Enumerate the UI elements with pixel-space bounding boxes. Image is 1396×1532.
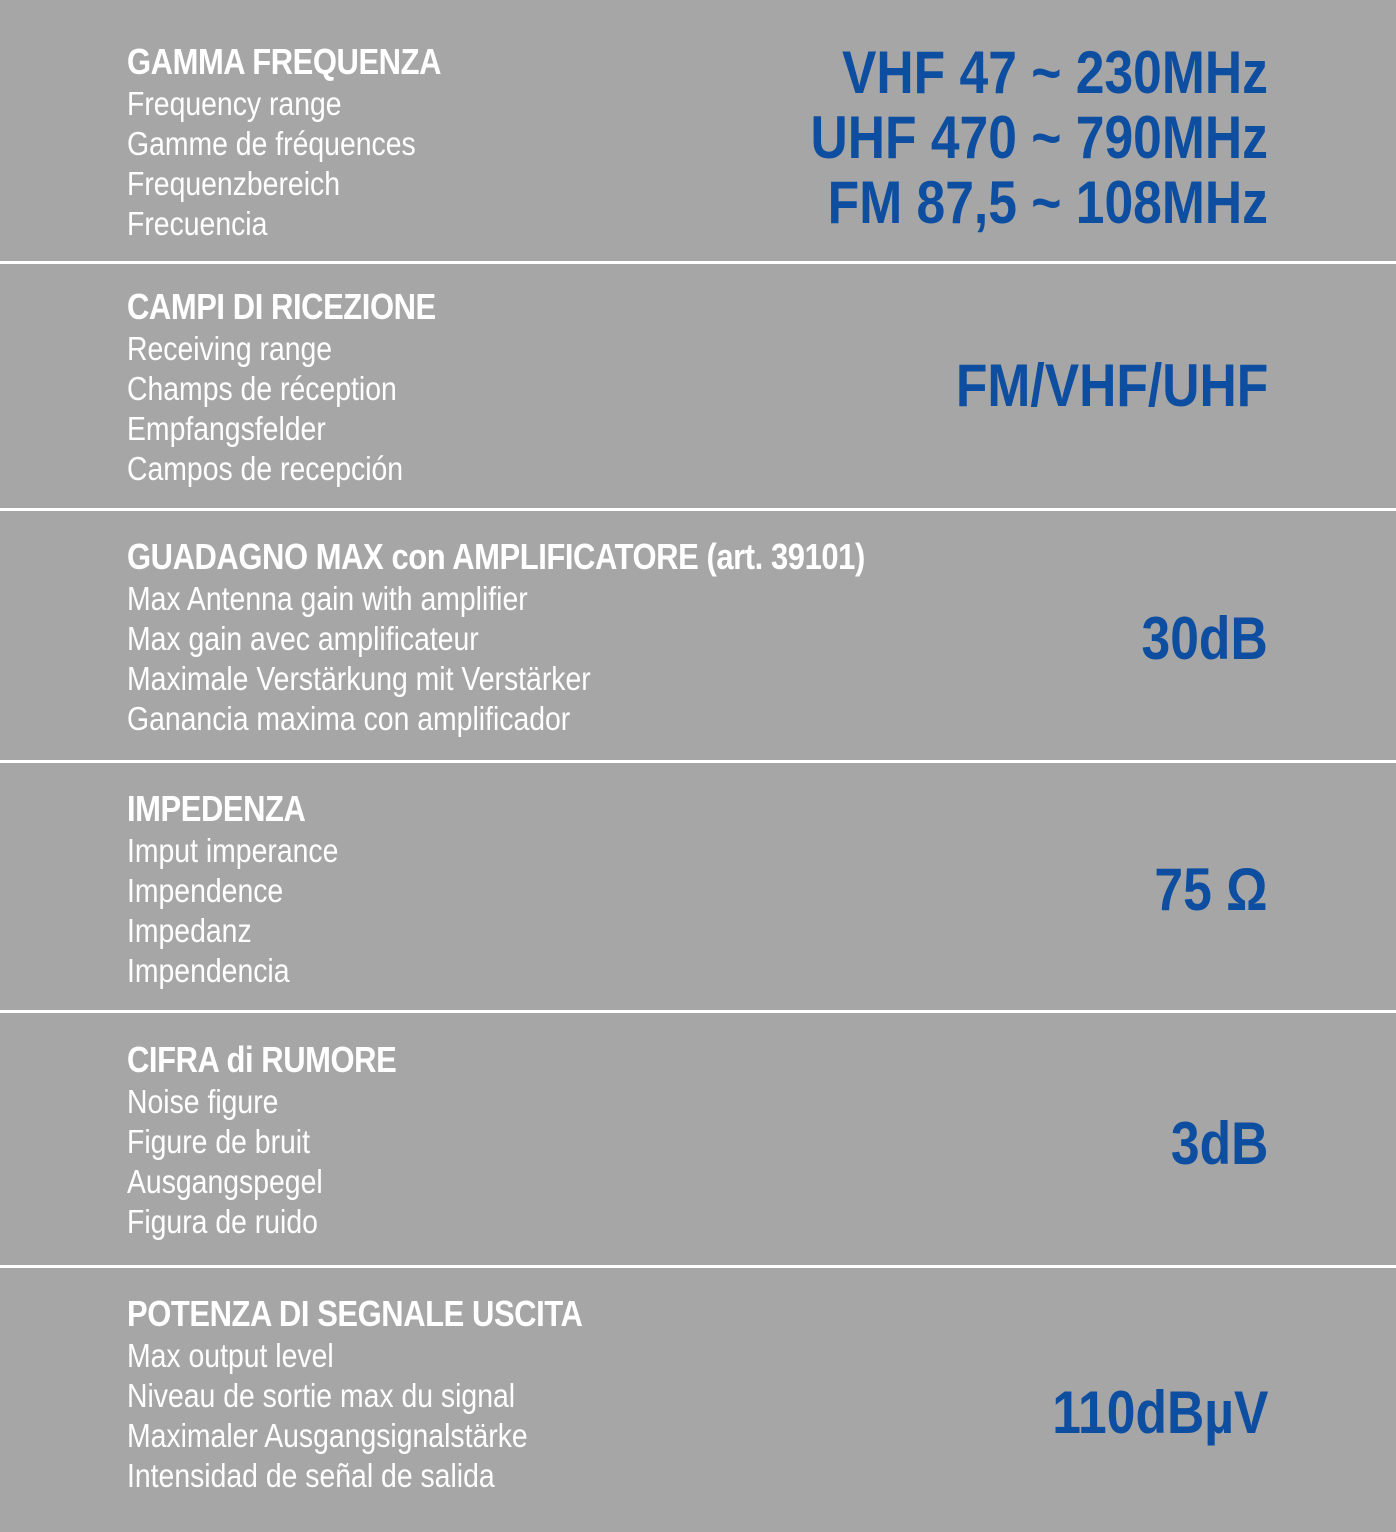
spec-title: POTENZA DI SEGNALE USCITA bbox=[127, 1293, 583, 1334]
spec-value-vhf: VHF 47 ~ 230MHz bbox=[842, 39, 1268, 106]
spec-translation-en: Noise figure bbox=[127, 1083, 279, 1120]
spec-row-noise-figure bbox=[0, 1038, 1396, 1243]
row-divider bbox=[0, 1010, 1396, 1013]
spec-translation-en: Max Antenna gain with amplifier bbox=[127, 580, 528, 617]
spec-title: GUADAGNO MAX con AMPLIFICATORE (art. 39101) bbox=[127, 536, 865, 577]
spec-value-uhf: UHF 470 ~ 790MHz bbox=[810, 104, 1268, 171]
row-divider bbox=[0, 1265, 1396, 1268]
spec-translation-en: Receiving range bbox=[127, 330, 333, 367]
spec-title: CIFRA di RUMORE bbox=[127, 1039, 397, 1080]
spec-translation-es: Campos de recepción bbox=[127, 450, 404, 487]
spec-labels bbox=[127, 1038, 947, 1242]
spec-values bbox=[905, 353, 1268, 418]
spec-row-max-gain bbox=[0, 535, 1396, 740]
spec-translation-es: Ganancia maxima con amplificador bbox=[127, 700, 571, 737]
spec-translation-de: Frequenzbereich bbox=[127, 165, 340, 202]
spec-labels bbox=[127, 535, 947, 739]
spec-labels bbox=[127, 787, 947, 991]
spec-translation-de: Maximaler Ausgangsignalstärke bbox=[127, 1417, 528, 1454]
spec-labels bbox=[127, 285, 947, 489]
spec-translation-es: Frecuencia bbox=[127, 205, 268, 242]
spec-values bbox=[1017, 1380, 1268, 1445]
spec-translation-es: Intensidad de señal de salida bbox=[127, 1457, 495, 1494]
spec-translation-de: Ausgangspegel bbox=[127, 1163, 323, 1200]
spec-value: 75 Ω bbox=[1154, 856, 1268, 923]
spec-values bbox=[736, 40, 1268, 235]
spec-row-max-output-level bbox=[0, 1292, 1396, 1497]
spec-translation-de: Empfangsfelder bbox=[127, 410, 326, 447]
spec-translation-en: Max output level bbox=[127, 1337, 334, 1374]
spec-row-impedance bbox=[0, 787, 1396, 992]
spec-values bbox=[1136, 857, 1268, 922]
spec-value: 30dB bbox=[1141, 605, 1268, 672]
spec-values bbox=[1121, 606, 1268, 671]
spec-translation-fr: Max gain avec amplificateur bbox=[127, 620, 479, 657]
spec-value: FM/VHF/UHF bbox=[955, 352, 1268, 419]
spec-row-frequency-range bbox=[0, 40, 1396, 245]
spec-title: IMPEDENZA bbox=[127, 788, 306, 829]
spec-value: 3dB bbox=[1170, 1110, 1268, 1177]
spec-translation-fr: Figure de bruit bbox=[127, 1123, 310, 1160]
spec-translation-de: Impedanz bbox=[127, 912, 252, 949]
row-divider bbox=[0, 760, 1396, 763]
spec-labels bbox=[127, 1292, 947, 1496]
spec-values bbox=[1155, 1111, 1268, 1176]
spec-title: GAMMA FREQUENZA bbox=[127, 41, 442, 82]
spec-row-receiving-range bbox=[0, 285, 1396, 490]
spec-translation-fr: Impendence bbox=[127, 872, 284, 909]
spec-value: 110dBµV bbox=[1051, 1379, 1268, 1446]
row-divider bbox=[0, 508, 1396, 511]
spec-value-fm: FM 87,5 ~ 108MHz bbox=[827, 169, 1268, 236]
row-divider bbox=[0, 261, 1396, 264]
spec-translation-en: Frequency range bbox=[127, 85, 342, 122]
spec-translation-es: Figura de ruido bbox=[127, 1203, 318, 1240]
spec-title: CAMPI DI RICEZIONE bbox=[127, 286, 436, 327]
spec-translation-es: Impendencia bbox=[127, 952, 290, 989]
spec-translation-fr: Gamme de fréquences bbox=[127, 125, 416, 162]
spec-translation-en: Imput imperance bbox=[127, 832, 339, 869]
spec-translation-fr: Champs de réception bbox=[127, 370, 397, 407]
spec-translation-de: Maximale Verstärkung mit Verstärker bbox=[127, 660, 591, 697]
spec-translation-fr: Niveau de sortie max du signal bbox=[127, 1377, 516, 1414]
